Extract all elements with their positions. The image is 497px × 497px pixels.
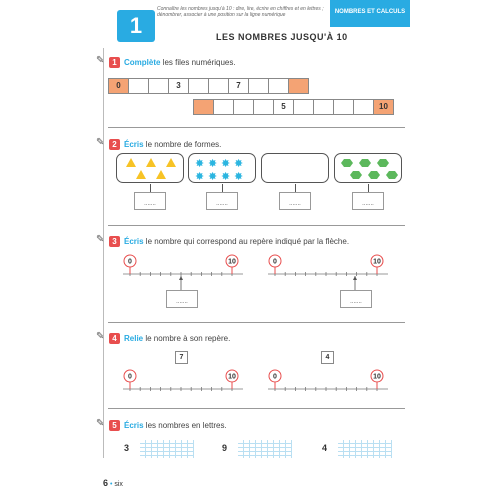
pencil-icon: ✎ xyxy=(96,234,105,245)
exercise-4-verb: Relie xyxy=(124,334,144,343)
footer-bullet: • xyxy=(109,481,113,488)
answer-box-empty[interactable]: ....... xyxy=(279,192,311,210)
triangles-icon xyxy=(117,154,185,184)
strip-cell: 0 xyxy=(108,78,129,94)
strip-cell[interactable] xyxy=(353,99,374,115)
word-number-a: 3 xyxy=(124,443,130,453)
strip-cell[interactable] xyxy=(208,78,229,94)
exercise-5-badge: 5 xyxy=(109,420,120,431)
answer-box-stars[interactable]: ....... xyxy=(206,192,238,210)
exercise-5-verb: Écris xyxy=(124,421,144,430)
writing-grid[interactable] xyxy=(338,440,392,458)
arrow-line xyxy=(150,184,151,192)
strip-cell[interactable] xyxy=(213,99,234,115)
answer-box-hexagons[interactable]: ....... xyxy=(352,192,384,210)
margin-line xyxy=(103,48,104,458)
number-strip-b xyxy=(194,99,394,115)
exercise-2-instruction xyxy=(124,140,221,149)
exercise-3-instruction xyxy=(124,237,349,246)
answer-box-line-b[interactable]: ....... xyxy=(340,290,372,308)
shape-group-empty xyxy=(261,153,329,183)
svg-text:✸: ✸ xyxy=(208,170,218,183)
line-end-label: 10 xyxy=(373,373,381,381)
strip-cell: 5 xyxy=(273,99,294,115)
number-lines-ex3 xyxy=(115,250,405,320)
svg-text:✸: ✸ xyxy=(195,157,205,170)
page-word: six xyxy=(114,481,123,488)
line-end-label: 10 xyxy=(373,258,381,266)
strip-cell[interactable] xyxy=(253,99,274,115)
pencil-icon: ✎ xyxy=(96,331,105,342)
given-number-b[interactable]: 4 xyxy=(321,351,334,364)
strip-cell[interactable] xyxy=(188,78,209,94)
exercise-2-verb: Écris xyxy=(124,140,144,149)
exercise-3-verb: Écris xyxy=(124,237,144,246)
exercise-3-badge: 3 xyxy=(109,236,120,247)
page-title: LES NOMBRES JUSQU'À 10 xyxy=(216,32,348,42)
svg-text:✸: ✸ xyxy=(195,170,205,183)
arrow-line xyxy=(222,184,223,192)
strip-cell: 3 xyxy=(168,78,189,94)
svg-text:✸: ✸ xyxy=(208,157,218,170)
writing-grid[interactable] xyxy=(238,440,292,458)
chapter-intro: Connaître les nombres jusqu'à 10 : dire, lire, écrire en chiffres et en lettres ; dénombrer, associer à une position sur la ligne numérique xyxy=(157,6,324,18)
number-strip-a xyxy=(109,78,309,94)
strip-cell[interactable] xyxy=(293,99,314,115)
chapter-number-badge: 1 xyxy=(117,10,155,42)
exercise-3-rest: le nombre qui correspond au repère indiqué par la flèche. xyxy=(143,237,350,246)
writing-grid[interactable] xyxy=(140,440,194,458)
strip-cell: 7 xyxy=(228,78,249,94)
svg-text:✸: ✸ xyxy=(234,170,244,183)
svg-text:✸: ✸ xyxy=(234,157,244,170)
strip-cell[interactable] xyxy=(128,78,149,94)
strip-cell[interactable] xyxy=(313,99,334,115)
pencil-icon: ✎ xyxy=(96,137,105,148)
answer-box-line-a[interactable]: ....... xyxy=(166,290,198,308)
given-number-a[interactable]: 7 xyxy=(175,351,188,364)
exercise-2-badge: 2 xyxy=(109,139,120,150)
exercise-divider xyxy=(108,225,405,226)
strip-cell[interactable] xyxy=(288,78,309,94)
exercise-4-instruction xyxy=(124,334,230,343)
stars-icon xyxy=(189,154,257,184)
line-start-label: 0 xyxy=(128,258,132,266)
exercise-5-rest: les nombres en lettres. xyxy=(143,421,227,430)
svg-text:✸: ✸ xyxy=(221,170,231,183)
arrow-line xyxy=(295,184,296,192)
pencil-icon: ✎ xyxy=(96,418,105,429)
shape-group-hexagons xyxy=(334,153,402,183)
exercise-4-rest: le nombre à son repère. xyxy=(143,334,231,343)
exercise-1-rest: les files numériques. xyxy=(160,58,236,67)
strip-cell[interactable] xyxy=(193,99,214,115)
exercise-5-instruction xyxy=(124,421,227,430)
exercise-1-instruction xyxy=(124,58,236,67)
exercise-divider xyxy=(108,408,405,409)
shape-group-stars xyxy=(188,153,256,183)
strip-cell[interactable] xyxy=(233,99,254,115)
exercise-divider xyxy=(108,322,405,323)
line-end-label: 10 xyxy=(228,373,236,381)
strip-cell[interactable] xyxy=(333,99,354,115)
exercise-1-badge: 1 xyxy=(109,57,120,68)
page-footer xyxy=(103,478,123,488)
exercise-4-badge: 4 xyxy=(109,333,120,344)
exercise-2-rest: le nombre de formes. xyxy=(143,140,222,149)
number-lines-ex4 xyxy=(115,365,405,400)
word-number-c: 4 xyxy=(322,443,328,453)
strip-cell[interactable] xyxy=(248,78,269,94)
exercise-divider xyxy=(108,127,405,128)
strip-cell[interactable] xyxy=(268,78,289,94)
arrow-line xyxy=(368,184,369,192)
line-start-label: 0 xyxy=(273,258,277,266)
word-number-b: 9 xyxy=(222,443,228,453)
exercise-1-verb: Complète xyxy=(124,58,161,67)
strip-cell: 10 xyxy=(373,99,394,115)
strip-cell[interactable] xyxy=(148,78,169,94)
pencil-icon: ✎ xyxy=(96,55,105,66)
line-start-label: 0 xyxy=(273,373,277,381)
domain-label: NOMBRES ET CALCULS xyxy=(330,0,410,27)
line-end-label: 10 xyxy=(228,258,236,266)
page-number: 6 xyxy=(103,478,109,488)
hexagons-icon xyxy=(335,154,403,184)
svg-text:✸: ✸ xyxy=(221,157,231,170)
answer-box-triangles[interactable]: ....... xyxy=(134,192,166,210)
shape-group-triangles xyxy=(116,153,184,183)
line-start-label: 0 xyxy=(128,373,132,381)
